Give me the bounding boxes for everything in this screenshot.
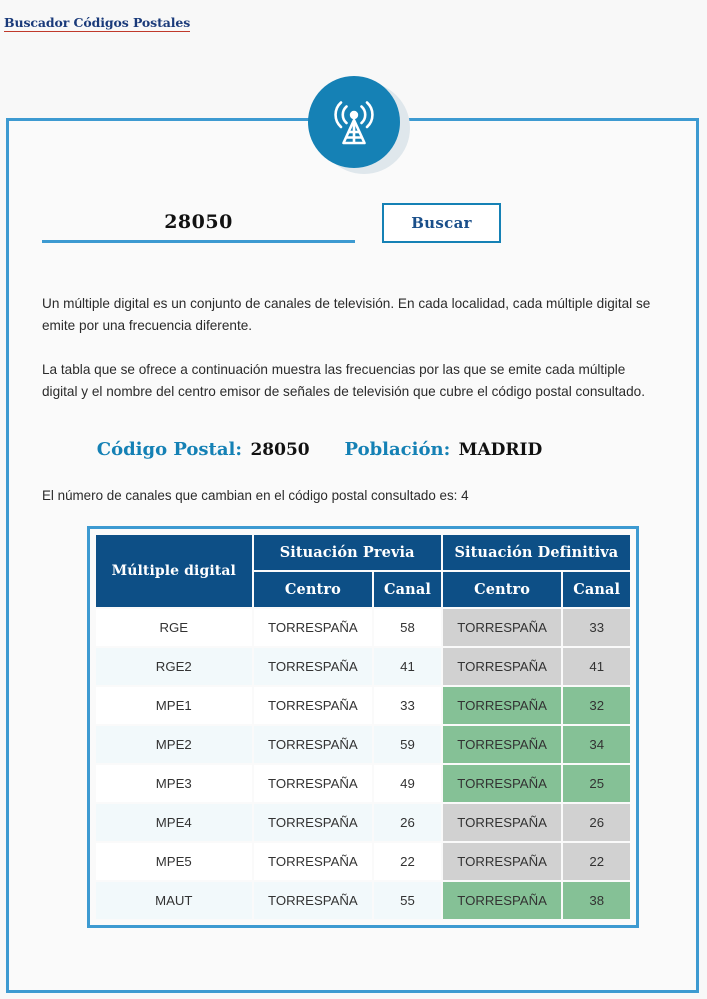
- table-row: [96, 882, 630, 919]
- cell-definitive-center: TORRESPAÑA: [443, 609, 562, 646]
- cell-definitive-channel: 41: [563, 648, 630, 685]
- search-row: [42, 121, 663, 243]
- postal-code-label: Código Postal:: [96, 439, 243, 461]
- postal-code-search-input[interactable]: [42, 211, 355, 243]
- population-value: MADRID: [458, 440, 543, 461]
- frequency-table-container: [87, 526, 639, 928]
- cell-previous-center: TORRESPAÑA: [254, 687, 373, 724]
- header-definitiva-canal: Canal: [563, 572, 630, 607]
- cell-definitive-channel: 22: [563, 843, 630, 880]
- header-previa-centro: Centro: [254, 572, 373, 607]
- cell-previous-channel: 33: [374, 687, 441, 724]
- cell-previous-center: TORRESPAÑA: [254, 648, 373, 685]
- breadcrumb: [0, 0, 707, 44]
- cell-previous-center: TORRESPAÑA: [254, 804, 373, 841]
- cell-previous-channel: 59: [374, 726, 441, 763]
- buscar-button[interactable]: Buscar: [382, 203, 501, 243]
- cell-multiplex: MPE4: [96, 804, 252, 841]
- cell-definitive-center: TORRESPAÑA: [443, 882, 562, 919]
- cell-definitive-channel: 38: [563, 882, 630, 919]
- cell-definitive-channel: 32: [563, 687, 630, 724]
- cell-previous-channel: 22: [374, 843, 441, 880]
- cell-definitive-center: TORRESPAÑA: [443, 726, 562, 763]
- cell-definitive-center: TORRESPAÑA: [443, 804, 562, 841]
- cell-multiplex: MPE1: [96, 687, 252, 724]
- cell-definitive-channel: 26: [563, 804, 630, 841]
- cell-multiplex: MPE2: [96, 726, 252, 763]
- table-row: [96, 648, 630, 685]
- table-row: [96, 726, 630, 763]
- header-definitiva-centro: Centro: [443, 572, 562, 607]
- cell-multiplex: RGE2: [96, 648, 252, 685]
- cell-previous-center: TORRESPAÑA: [254, 765, 373, 802]
- result-summary: [42, 439, 663, 460]
- cell-multiplex: MAUT: [96, 882, 252, 919]
- cell-previous-channel: 58: [374, 609, 441, 646]
- changed-channels-count: El número de canales que cambian en el código postal consultado es: 4: [42, 488, 469, 504]
- frequency-table: [94, 533, 632, 921]
- table-row: [96, 765, 630, 802]
- cell-previous-channel: 55: [374, 882, 441, 919]
- cell-definitive-center: TORRESPAÑA: [443, 843, 562, 880]
- cell-definitive-center: TORRESPAÑA: [443, 687, 562, 724]
- table-body: [96, 609, 630, 919]
- table-header-row-groups: [96, 535, 630, 570]
- header-multiplex: Múltiple digital: [96, 535, 252, 607]
- cell-previous-channel: 49: [374, 765, 441, 802]
- table-row: [96, 609, 630, 646]
- main-panel: [6, 118, 699, 993]
- header-previa-canal: Canal: [374, 572, 441, 607]
- cell-definitive-center: TORRESPAÑA: [443, 765, 562, 802]
- cell-previous-channel: 26: [374, 804, 441, 841]
- header-situacion-definitiva: Situación Definitiva: [443, 535, 630, 570]
- cell-definitive-channel: 33: [563, 609, 630, 646]
- table-row: [96, 843, 630, 880]
- cell-multiplex: MPE3: [96, 765, 252, 802]
- cell-previous-center: TORRESPAÑA: [254, 726, 373, 763]
- postal-code-value: 28050: [250, 440, 310, 461]
- cell-multiplex: MPE5: [96, 843, 252, 880]
- cell-previous-center: TORRESPAÑA: [254, 843, 373, 880]
- header-situacion-previa: Situación Previa: [254, 535, 441, 570]
- cell-previous-center: TORRESPAÑA: [254, 609, 373, 646]
- cell-previous-channel: 41: [374, 648, 441, 685]
- cell-definitive-center: TORRESPAÑA: [443, 648, 562, 685]
- cell-definitive-channel: 25: [563, 765, 630, 802]
- population-label: Población:: [344, 439, 451, 461]
- breadcrumb-link-buscador-codigos-postales[interactable]: Buscador Códigos Postales: [4, 15, 191, 30]
- cell-definitive-channel: 34: [563, 726, 630, 763]
- table-row: [96, 687, 630, 724]
- cell-multiplex: RGE: [96, 609, 252, 646]
- description-paragraph-1: Un múltiple digital es un conjunto de canales de televisión. En cada localidad, cada múltiple digital se emite por una frecuencia diferente.: [42, 296, 651, 334]
- cell-previous-center: TORRESPAÑA: [254, 882, 373, 919]
- table-row: [96, 804, 630, 841]
- table-head: [96, 535, 630, 607]
- description-paragraph-2: La tabla que se ofrece a continuación muestra las frecuencias por las que se emite cada múltiple digital y el nombre del centro emisor de señales de televisión que cubre el código postal consultado.: [42, 362, 646, 400]
